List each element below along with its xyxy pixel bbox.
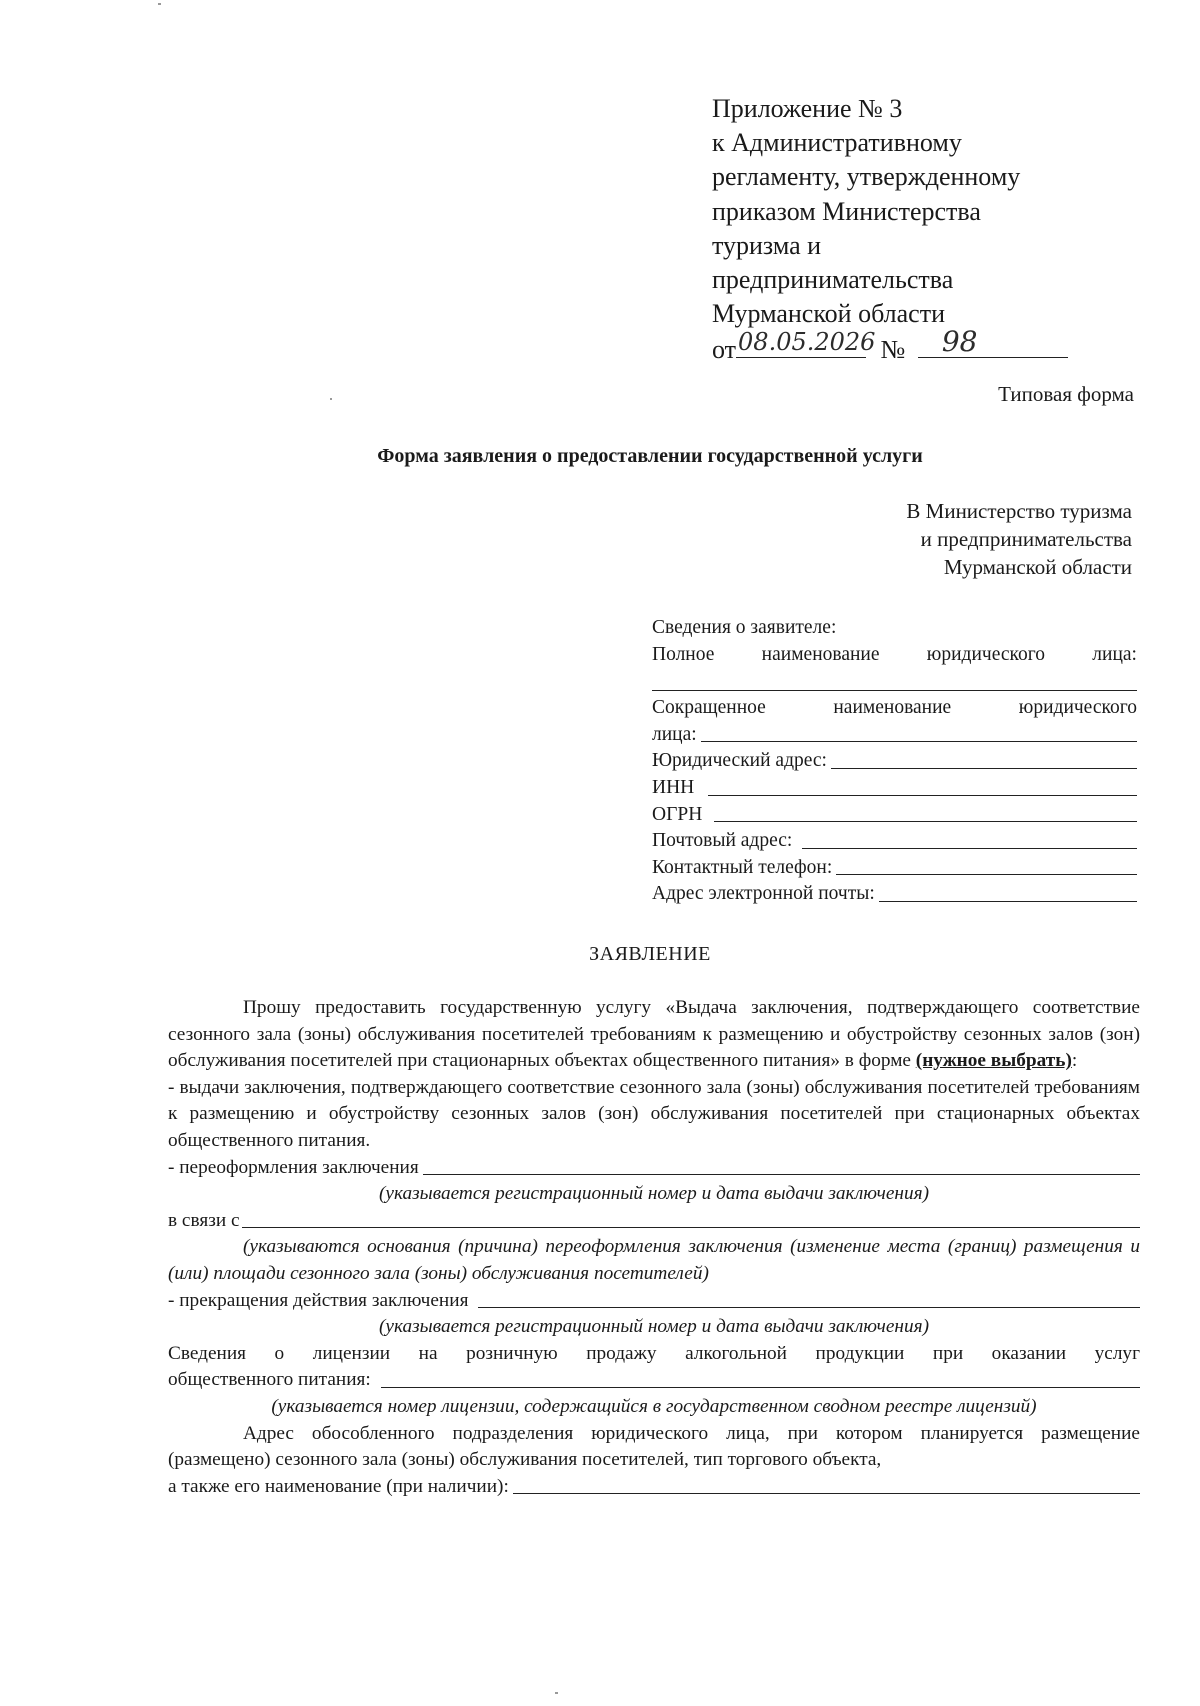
address-field[interactable] <box>513 1474 1140 1495</box>
caption-reasons: (указываются основания (причина) переоформления заключения (изменение места (границ) размещения и (или) площади сезонного зала (зоны) обслуживания посетителей) <box>168 1236 1140 1284</box>
applicant-header: Сведения о заявителе: <box>652 617 837 638</box>
addressee-line: Мурманской области <box>943 555 1132 579</box>
applicant-info <box>652 615 1137 908</box>
appendix-line: предпринимательства <box>712 265 954 295</box>
appendix-block <box>712 92 1068 368</box>
word: Сокращенное <box>652 697 766 719</box>
scan-speck <box>555 1692 558 1694</box>
license-text: Сведения о лицензии на розничную продажу алкогольной продукции при оказании услуг <box>168 1342 1140 1364</box>
option-terminate-label: - прекращения действия заключения <box>168 1289 469 1311</box>
date-prefix: от <box>712 335 737 365</box>
appendix-line: Мурманской области <box>712 299 945 329</box>
option-reissue-label: - переоформления заключения <box>168 1156 419 1178</box>
reason-row <box>168 1208 1140 1235</box>
terminate-field[interactable] <box>478 1288 1140 1309</box>
postal-address-label: Почтовый адрес: <box>652 830 793 852</box>
in-connection-label: в связи с <box>168 1209 240 1231</box>
address-text: Адрес обособленного подразделения юридического лица, при котором планируется размещение (размещено) сезонного зала (зоны) обслуживания посетителей, тип торгового объекта, <box>168 1422 1140 1471</box>
inn-label: ИНН <box>652 776 695 798</box>
choose-note: (нужное выбрать) <box>915 1050 1072 1072</box>
phone-field[interactable] <box>836 855 1137 876</box>
handwritten-number: 98 <box>941 325 978 359</box>
legal-address-field[interactable] <box>831 748 1137 769</box>
order-date-field <box>736 328 876 358</box>
phone-row <box>652 855 1137 882</box>
word: наименование <box>761 643 880 665</box>
ogrn-row <box>652 802 1137 829</box>
appendix-line: туризма и <box>712 230 822 260</box>
word: Полное <box>652 643 715 665</box>
word: наименование <box>833 697 952 719</box>
addressee-block <box>906 497 1132 581</box>
license-label: общественного питания: <box>168 1369 371 1391</box>
full-name-field[interactable] <box>652 668 1137 691</box>
appendix-line: приказом Министерства <box>712 196 981 226</box>
caption-registration-number: (указывается регистрационный номер и дата выдачи заключения) <box>378 1183 930 1205</box>
scan-speck <box>330 398 332 400</box>
email-label: Адрес электронной почты: <box>652 883 875 905</box>
license-row <box>168 1367 1140 1394</box>
typical-form-label: Типовая форма <box>998 382 1134 406</box>
full-name-label <box>652 642 1137 669</box>
request-colon: : <box>1071 1050 1078 1072</box>
address-row <box>168 1474 1140 1501</box>
option-issue: - выдачи заключения, подтверждающего соответствие сезонного зала (зоны) обслуживания посетителей требованиям к размещению и обустройству сезонных залов (зон) обслуживания посетителей при стационарных объектах общественного питания. <box>168 1076 1140 1151</box>
postal-address-field[interactable] <box>802 828 1137 849</box>
appendix-line: Приложение № 3 <box>712 94 903 123</box>
addressee-line: и предпринимательства <box>920 527 1132 551</box>
request-paragraph <box>168 995 1140 1075</box>
ogrn-field[interactable] <box>714 802 1137 823</box>
email-row <box>652 881 1137 908</box>
phone-label: Контактный телефон: <box>652 856 833 878</box>
statement-body <box>168 995 1140 1500</box>
short-name-row <box>652 722 1137 749</box>
word: юридического <box>1018 697 1137 719</box>
legal-address-row <box>652 748 1137 775</box>
legal-address-label: Юридический адрес: <box>652 750 827 772</box>
inn-field[interactable] <box>708 775 1137 796</box>
caption-license: (указывается номер лицензии, содержащийся в государственном сводном реестре лицензий) <box>271 1395 1037 1417</box>
short-name-label <box>652 695 1137 722</box>
statement-heading: ЗАЯВЛЕНИЕ <box>589 943 711 965</box>
reason-field[interactable] <box>242 1208 1140 1229</box>
postal-address-row <box>652 828 1137 855</box>
scan-speck <box>158 3 161 5</box>
number-prefix: № <box>880 335 906 365</box>
order-date-number-line <box>712 325 1068 367</box>
word: лица: <box>1092 643 1137 665</box>
addressee-line: В Министерство туризма <box>906 499 1132 523</box>
license-field[interactable] <box>381 1367 1140 1388</box>
appendix-line: к Административному <box>712 128 962 158</box>
option-terminate-row <box>168 1288 1140 1315</box>
address-label: а также его наименование (при наличии): <box>168 1475 509 1497</box>
handwritten-date: 08.05.2026 <box>738 328 876 357</box>
email-field[interactable] <box>879 881 1137 902</box>
caption-registration-number-2: (указывается регистрационный номер и дата выдачи заключения) <box>378 1316 930 1338</box>
order-number-field <box>918 325 1068 359</box>
short-name-tail: лица: <box>652 723 697 745</box>
word: юридического <box>926 643 1046 665</box>
short-name-field[interactable] <box>701 722 1137 743</box>
form-title: Форма заявления о предоставлении государственной услуги <box>377 445 923 467</box>
option-reissue-row <box>168 1155 1140 1182</box>
ogrn-label: ОГРН <box>652 803 703 825</box>
reissue-field[interactable] <box>423 1155 1140 1176</box>
appendix-line: регламенту, утвержденному <box>712 162 1021 192</box>
request-text: Прошу предоставить государственную услугу «Выдача заключения, подтверждающего соответствие сезонного зала (зоны) обслуживания посетителей требованиям к размещению и обустройству сезонных залов (зон) обслуживания посетителей при стационарных объектах общественного питания» в форме <box>168 997 1140 1072</box>
inn-row <box>652 775 1137 802</box>
